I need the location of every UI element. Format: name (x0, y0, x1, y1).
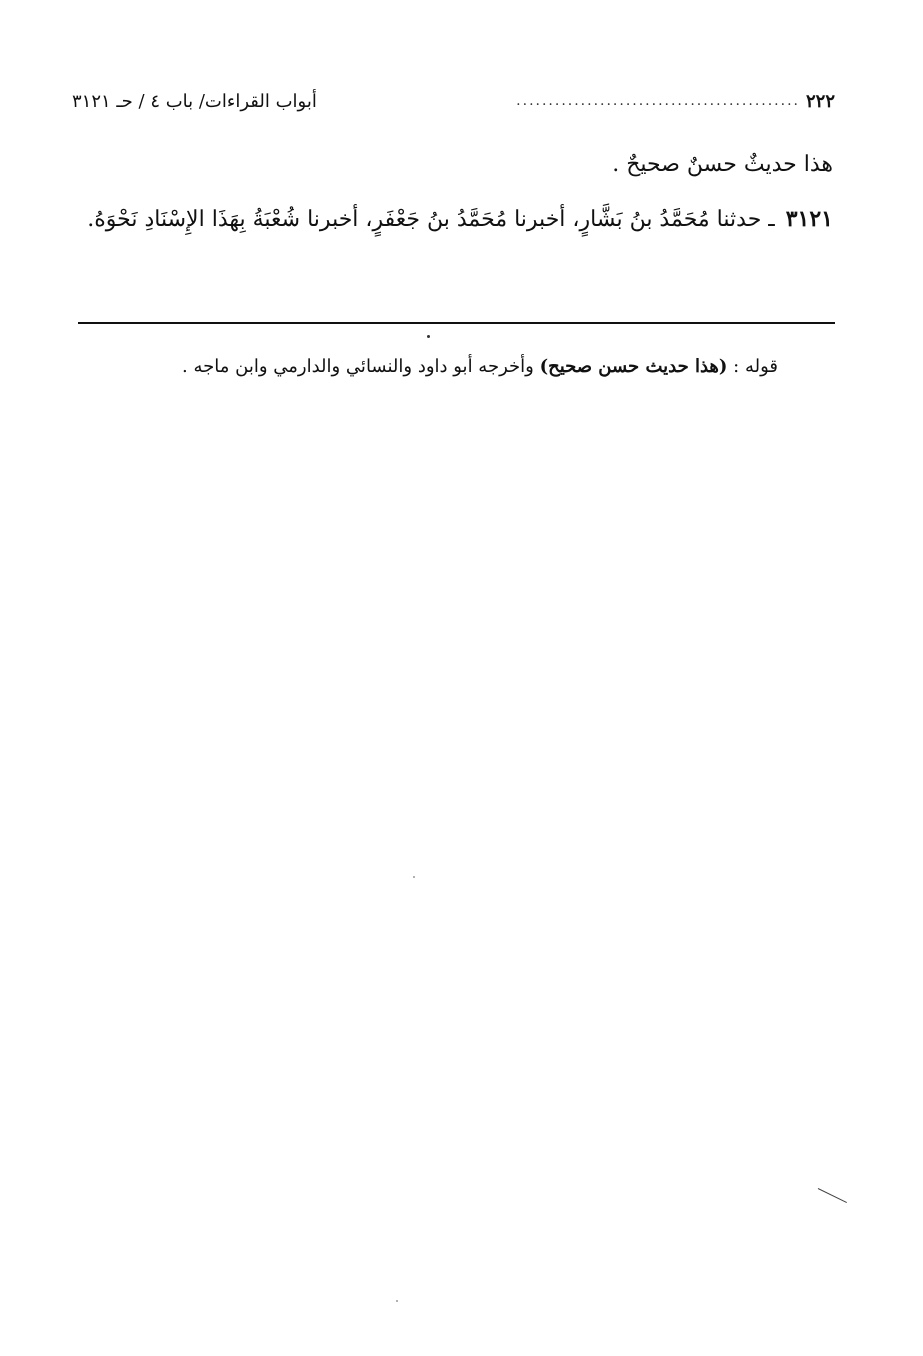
grading-line: هذا حديثٌ حسنٌ صحيحٌ . (612, 152, 833, 177)
running-title: أبواب القراءات/ باب ٤ / حـ ٣١٢١ (72, 90, 317, 112)
footnote-quote: (هذا حديث حسن صحيح) (539, 356, 728, 377)
hadith-text: ـ حدثنا مُحَمَّدُ بنُ بَشَّارٍ، أخبرنا مُحَمَّدُ بنُ جَعْفَرٍ، أخبرنا شُعْبَةُ بِهَذَا الإِسْنَادِ نَحْوَهُ. (87, 207, 775, 232)
footnote-separator-rule (78, 322, 835, 324)
page-header (72, 86, 835, 116)
hadith-paragraph (70, 196, 833, 243)
footnote (90, 350, 778, 384)
page-number: ٢٢٢ (805, 90, 835, 112)
footnote-prefix: قوله : (733, 356, 778, 377)
paper-scratch (818, 1188, 847, 1203)
paper-speck (413, 876, 415, 878)
footnote-text: وأخرجه أبو داود والنسائي والدارمي وابن ماجه . (182, 356, 534, 377)
hadith-number: ٣١٢١ (785, 206, 833, 232)
header-leader-dots: ............................................ (516, 93, 800, 109)
separator-dot (427, 335, 430, 338)
paper-speck (396, 1300, 398, 1302)
